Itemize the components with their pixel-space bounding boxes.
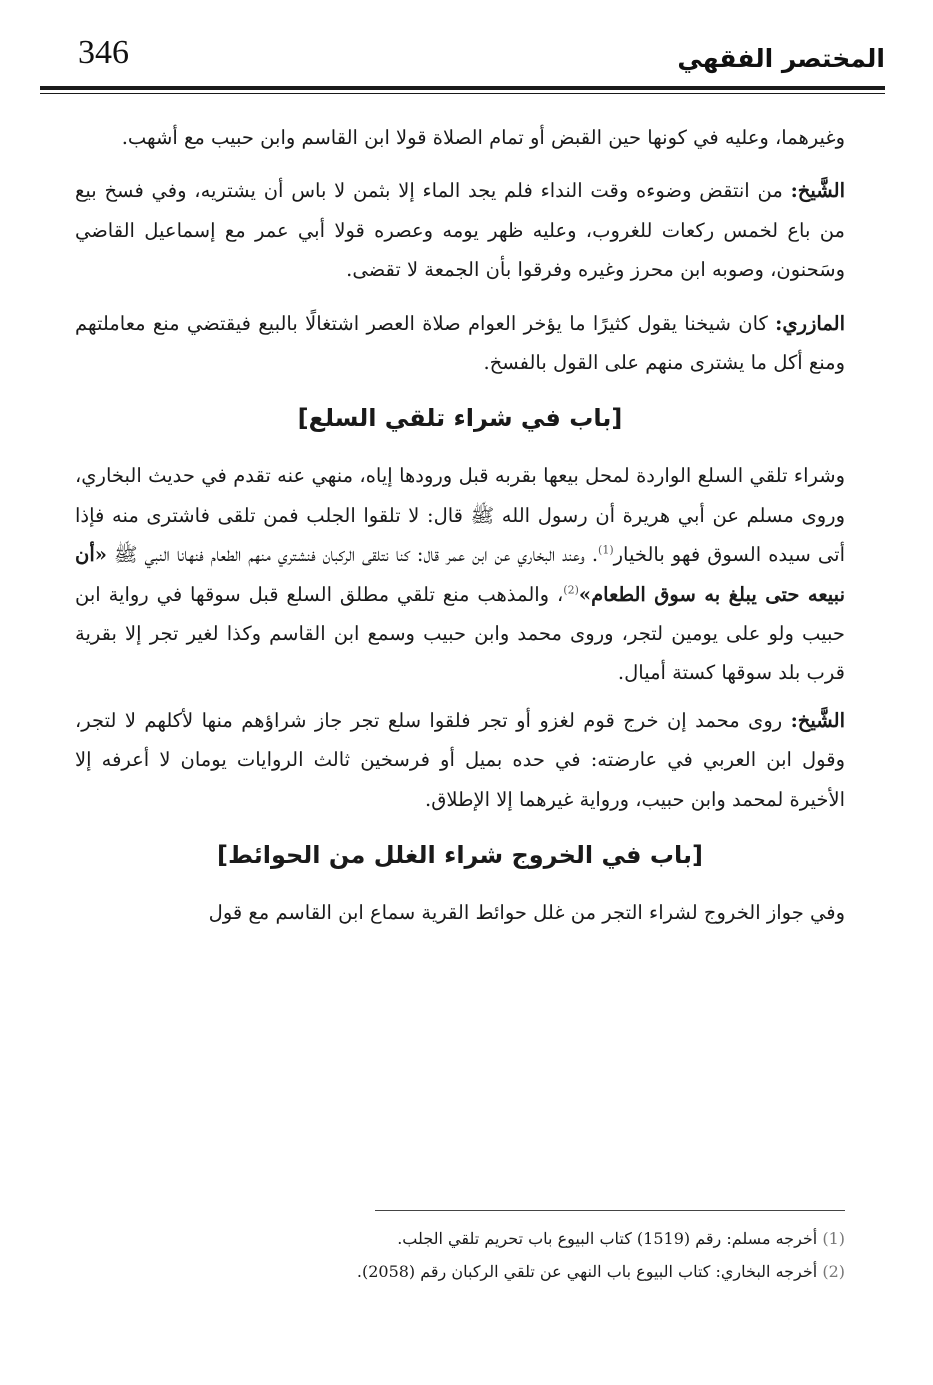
page-number: 346 — [78, 34, 129, 71]
footnote-number: (1) — [822, 1229, 845, 1248]
page-header — [40, 30, 885, 92]
paragraph-body: كان شيخنا يقول كثيرًا ما يؤخر العوام صلاة العصر اشتغالًا بالبيع فيقتضي منع معاملتهم ومنع أكل ما يشترى منهم على القول بالفسخ. — [75, 311, 845, 375]
paragraph-body: روى محمد إن خرج قوم لغزو أو تجر فلقوا سلع تجر جاز شراؤهم منها لأكلهم لا لتجر، وقول ابن العربي في عارضته: في حده بميل أو فرسخين ثالث الروايات يومان لا أعرفه إلا الأخيرة لمحمد وابن حبيب، ورواية غيرهما إلا الإطلاق. — [75, 708, 845, 811]
footnote — [120, 1255, 845, 1288]
section-heading: [باب في شراء تلقي السلع] — [297, 404, 623, 433]
footnote-text: أخرجه مسلم: رقم (1519) كتاب البيوع باب تحريم تلقي الجلب. — [397, 1229, 823, 1248]
paragraph-lead: الشَّيخ: — [790, 708, 845, 732]
paragraph-body: من انتقض وضوءه وقت النداء فلم يجد الماء إلا بثمن لا باس أن يشتريه، وفي فسخ بيع من باع لخمس ركعات للغروب، وعليه ظهر يومه وعصره قولا أبي عمر مع إسماعيل القاضي وسَحنون، وصوبه ابن محرز وغيره وفرقوا بأن الجمعة لا تقضى. — [75, 179, 845, 282]
paragraph-lead: الشَّيخ: — [790, 179, 845, 203]
paragraph: وغيرهما، وعليه في كونها حين القبض أو تمام الصلاة قولا ابن القاسم وابن حبيب مع أشهب. — [121, 126, 845, 149]
footnote — [120, 1222, 845, 1255]
header-rule-thin — [40, 93, 885, 94]
footnote-separator — [375, 1210, 845, 1211]
footnote-text: أخرجه البخاري: كتاب البيوع باب النهي عن تلقي الركبان رقم (2058). — [356, 1262, 823, 1281]
paragraph — [75, 171, 845, 289]
running-title: المختصر الفقهي — [677, 44, 885, 73]
footnote-number: (2) — [822, 1262, 845, 1281]
footnote-ref[interactable]: (1) — [598, 543, 614, 557]
paragraph-body: . وعند البخاري عن ابن عمر قال: كنا نتلقى الركبان فنشتري منهم الطعام فنهانا النبي ﷺ — [106, 543, 599, 567]
paragraph-lead: المازري: — [775, 311, 845, 335]
paragraph-body: وشراء تلقي السلع الواردة لمحل بيعها بقربه قبل ورودها إياه، منهي عنه تقدم في حديث البخاري، وروى مسلم عن أبي هريرة أن رسول الله ﷺ قال: لا تلقوا الجلب فمن تلقى فاشترى منه فإذا أتى سيده السوق فهو بالخيار — [75, 464, 845, 567]
header-rule-thick — [40, 86, 885, 90]
paragraph — [75, 456, 845, 692]
paragraph: وفي جواز الخروج لشراء التجر من غلل حوائط القرية سماع ابن القاسم مع قول — [208, 901, 845, 925]
footnotes — [120, 1222, 845, 1288]
paragraph-body: ، والمذهب منع تلقي مطلق السلع قبل سوقها في رواية ابن حبيب ولو على يومين لتجر، وروى محمد وابن حبيب وسمع ابن القاسم وكذا لغير تجر إلا بقرية قرب بلد سوقها كستة أميال. — [75, 582, 845, 685]
hadith-quote: «أن نبيعه حتى يبلغ به سوق الطعام» — [75, 543, 845, 606]
paragraph — [75, 304, 845, 383]
footnote-ref[interactable]: (2) — [563, 583, 579, 597]
paragraph — [75, 701, 845, 819]
main-text — [75, 118, 845, 941]
section-heading: [باب في الخروج شراء الغلل من الحوائط] — [217, 841, 703, 870]
